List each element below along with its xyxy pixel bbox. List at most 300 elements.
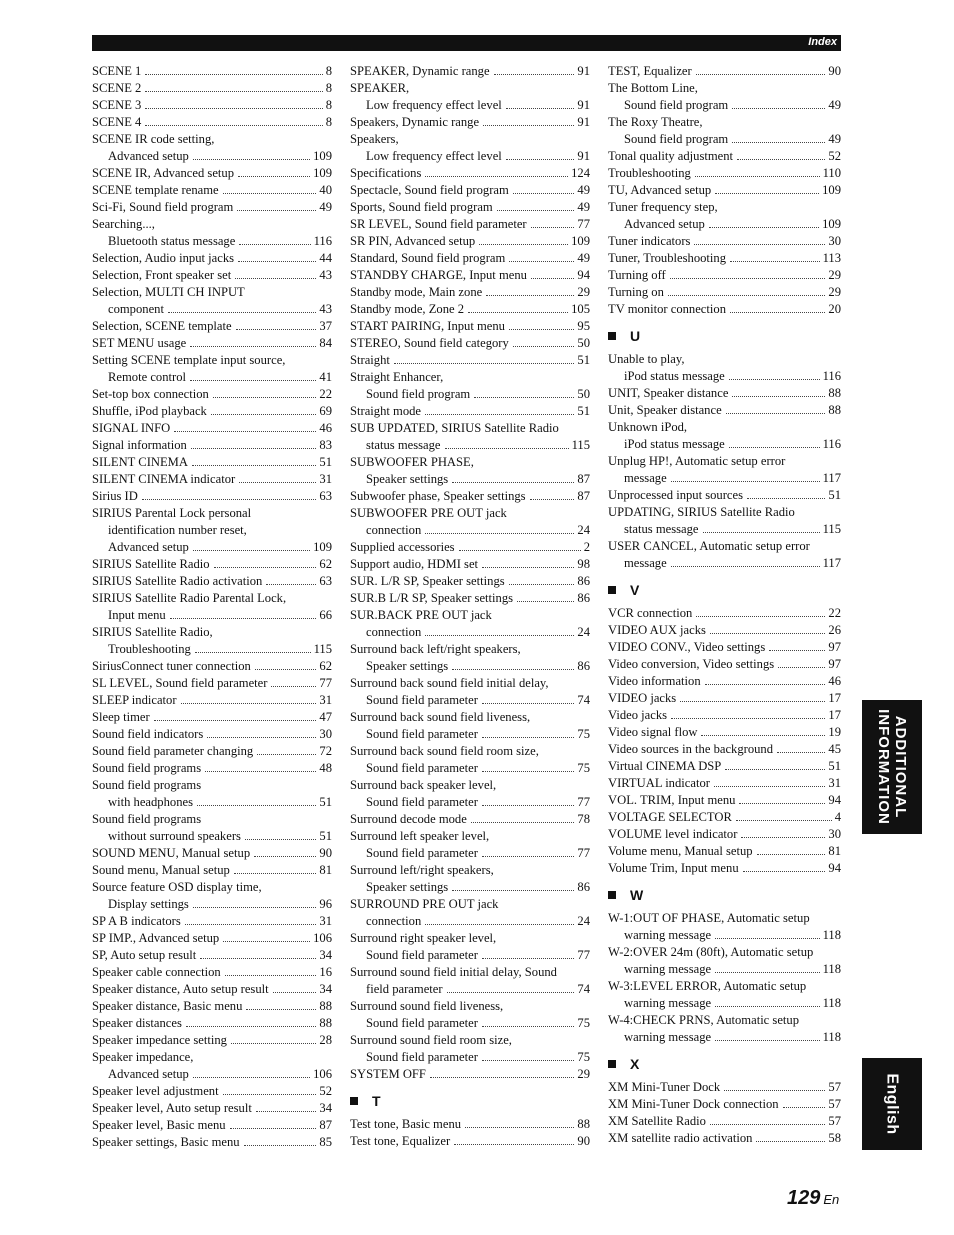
dot-leader: [468, 312, 568, 313]
index-term: field parameter: [366, 982, 443, 996]
dot-leader: [757, 854, 826, 855]
index-entry: [92, 556, 332, 573]
page-reference: 90: [828, 64, 841, 78]
index-entry: [350, 641, 590, 675]
index-term: Speaker cable connection: [92, 965, 221, 979]
dot-leader: [747, 498, 825, 499]
page-reference: 34: [319, 948, 332, 962]
index-line: [350, 216, 590, 233]
page-reference: 52: [319, 1084, 332, 1098]
square-bullet-icon: [608, 891, 616, 899]
dot-leader: [447, 992, 575, 993]
index-term: Setting SCENE template input source,: [92, 353, 286, 367]
dot-leader: [273, 992, 317, 993]
index-term: Volume menu, Manual setup: [608, 844, 753, 858]
index-entry: [350, 250, 590, 267]
square-bullet-icon: [608, 1060, 616, 1068]
dot-leader: [205, 771, 316, 772]
dot-leader: [394, 363, 575, 364]
index-entry: [92, 1134, 332, 1151]
index-entry: [92, 1083, 332, 1100]
dot-leader: [244, 1145, 317, 1146]
index-term: Surround sound field room size,: [350, 1033, 512, 1047]
index-line: [608, 843, 841, 860]
index-entry: [92, 471, 332, 488]
index-entry: [350, 335, 590, 352]
index-term: Set-top box connection: [92, 387, 209, 401]
index-term: USER CANCEL, Automatic setup error: [608, 539, 810, 553]
page-reference: 49: [319, 200, 332, 214]
index-term: Straight: [350, 353, 390, 367]
index-line: [350, 590, 590, 607]
index-line: [608, 1012, 841, 1029]
dot-leader: [715, 972, 819, 973]
index-line: [350, 964, 590, 981]
index-line: [92, 1134, 332, 1151]
page-reference: 109: [313, 149, 332, 163]
index-term: Surround sound field liveness,: [350, 999, 504, 1013]
index-term: SUB UPDATED, SIRIUS Satellite Radio: [350, 421, 559, 435]
page-reference: 43: [319, 302, 332, 316]
page-reference: 117: [822, 556, 841, 570]
dot-leader: [142, 499, 317, 500]
index-term: Virtual CINEMA DSP: [608, 759, 722, 773]
index-line: [350, 811, 590, 828]
index-term: Spectacle, Sound field program: [350, 183, 509, 197]
index-entry: [92, 777, 332, 811]
page-reference: 115: [822, 522, 841, 536]
page-reference: 88: [577, 1117, 590, 1131]
index-entry: [350, 369, 590, 403]
index-entry: [92, 862, 332, 879]
index-line: [608, 1130, 841, 1147]
index-entry: [350, 284, 590, 301]
page-reference: 94: [828, 861, 841, 875]
page-reference: 116: [822, 369, 841, 383]
page-reference: 78: [577, 812, 590, 826]
page-reference: 30: [828, 827, 841, 841]
index-line: [92, 760, 332, 777]
index-line: [608, 504, 841, 521]
index-term: SIRIUS Satellite Radio,: [92, 625, 213, 639]
index-line: [92, 879, 332, 896]
page-reference: 30: [319, 727, 332, 741]
index-line: [608, 741, 841, 758]
index-term: warning message: [624, 996, 712, 1010]
dot-leader: [730, 261, 820, 262]
dot-leader: [211, 414, 317, 415]
index-line: [92, 743, 332, 760]
page-reference: 106: [313, 1067, 332, 1081]
index-line: [350, 182, 590, 199]
section-letter: X: [630, 1055, 640, 1072]
page-reference: 77: [577, 846, 590, 860]
index-term: Sound field parameter: [366, 948, 478, 962]
index-line: [350, 522, 590, 539]
index-term: VOLUME level indicator: [608, 827, 738, 841]
dot-leader: [190, 346, 316, 347]
index-line: [92, 624, 332, 641]
dot-leader: [425, 924, 574, 925]
index-line: [608, 538, 841, 555]
index-entry: [608, 1130, 841, 1147]
index-term: Sound field parameter: [366, 761, 478, 775]
dot-leader: [193, 550, 310, 551]
index-entry: [608, 860, 841, 877]
index-line: [608, 792, 841, 809]
dot-leader: [245, 839, 316, 840]
index-entry: [92, 1049, 332, 1083]
index-term: Surround sound field initial delay, Sound: [350, 965, 557, 979]
index-term: TU, Advanced setup: [608, 183, 712, 197]
page-reference: 75: [577, 1050, 590, 1064]
dot-leader: [237, 210, 316, 211]
index-term: identification number reset,: [108, 523, 247, 537]
index-term: iPod status message: [624, 369, 725, 383]
index-line: [92, 182, 332, 199]
index-line: [350, 675, 590, 692]
index-entry: [350, 998, 590, 1032]
index-term: W-3:LEVEL ERROR, Automatic setup: [608, 979, 807, 993]
index-line: [350, 862, 590, 879]
index-term: Speaker impedance setting: [92, 1033, 227, 1047]
index-line: [92, 726, 332, 743]
index-term: VOLTAGE SELECTOR: [608, 810, 732, 824]
dot-leader: [482, 1026, 575, 1027]
index-line: [92, 1066, 332, 1083]
index-line: [350, 1133, 590, 1150]
dot-leader: [715, 1040, 819, 1041]
dot-leader: [213, 397, 317, 398]
page-reference: 22: [319, 387, 332, 401]
page-reference: 47: [319, 710, 332, 724]
page-reference: 106: [313, 931, 332, 945]
page-reference: 94: [828, 793, 841, 807]
page-reference: 41: [319, 370, 332, 384]
page-reference: 118: [822, 1030, 841, 1044]
dot-leader: [234, 873, 317, 874]
index-entry: [92, 97, 332, 114]
index-line: [92, 947, 332, 964]
index-line: [608, 1096, 841, 1113]
index-term: Video signal flow: [608, 725, 698, 739]
index-term: Sound field program: [624, 132, 729, 146]
index-line: [608, 97, 841, 114]
dot-leader: [454, 1144, 574, 1145]
page-reference: 74: [577, 693, 590, 707]
index-term: Surround back sound field room size,: [350, 744, 539, 758]
index-term: SUBWOOFER PRE OUT jack: [350, 506, 507, 520]
dot-leader: [191, 448, 317, 449]
index-line: [608, 724, 841, 741]
dot-leader: [741, 837, 825, 838]
index-entry: [92, 658, 332, 675]
index-line: [608, 368, 841, 385]
index-term: VOL. TRIM, Input menu: [608, 793, 736, 807]
index-entry: [92, 216, 332, 250]
dot-leader: [729, 447, 820, 448]
index-line: [92, 964, 332, 981]
page-reference: 51: [577, 353, 590, 367]
index-entry: [350, 828, 590, 862]
index-term: SCENE 4: [92, 115, 142, 129]
index-entry: [92, 114, 332, 131]
index-term: Sound field program: [366, 387, 471, 401]
dot-leader: [231, 1043, 316, 1044]
index-entry: [608, 504, 841, 538]
dot-leader: [236, 329, 317, 330]
index-term: Unknown iPod,: [608, 420, 688, 434]
page-reference: 43: [319, 268, 332, 282]
index-line: [92, 1015, 332, 1032]
page-reference: 17: [828, 708, 841, 722]
index-term: Surround right speaker level,: [350, 931, 497, 945]
page-reference: 115: [313, 642, 332, 656]
page-reference: 8: [325, 98, 332, 112]
page-language: En: [823, 1192, 840, 1207]
index-entry: [92, 879, 332, 913]
dot-leader: [483, 125, 574, 126]
page-reference: 48: [319, 761, 332, 775]
dot-leader: [696, 74, 826, 75]
dot-leader: [185, 924, 317, 925]
dot-leader: [696, 616, 825, 617]
index-line: [608, 402, 841, 419]
index-line: [608, 284, 841, 301]
index-line: [92, 913, 332, 930]
index-term: Speaker settings: [366, 472, 449, 486]
index-term: connection: [366, 914, 422, 928]
index-line: [350, 641, 590, 658]
index-term: Selection, Front speaker set: [92, 268, 232, 282]
page-reference: 117: [822, 471, 841, 485]
dot-leader: [530, 499, 575, 500]
page-reference: 116: [313, 234, 332, 248]
dot-leader: [739, 803, 825, 804]
index-entry: [92, 386, 332, 403]
index-entry: [92, 403, 332, 420]
dot-leader: [709, 227, 819, 228]
section-heading: [608, 886, 841, 903]
index-term: Video jacks: [608, 708, 668, 722]
index-entry: [608, 605, 841, 622]
index-line: [92, 539, 332, 556]
page-reference: 95: [577, 319, 590, 333]
index-line: [92, 1032, 332, 1049]
index-line: [608, 758, 841, 775]
index-term: Surround decode mode: [350, 812, 467, 826]
index-term: SYSTEM OFF: [350, 1067, 426, 1081]
index-term: Sound field programs: [92, 778, 202, 792]
index-term: XM Mini-Tuner Dock: [608, 1080, 721, 1094]
index-entry: [92, 726, 332, 743]
page-reference: 16: [319, 965, 332, 979]
page-reference: 26: [828, 623, 841, 637]
index-term: SR PIN, Advanced setup: [350, 234, 476, 248]
page-reference: 72: [319, 744, 332, 758]
page-reference: 88: [319, 1016, 332, 1030]
index-line: [608, 1079, 841, 1096]
index-entry: [608, 1012, 841, 1046]
index-entry: [608, 487, 841, 504]
side-tab-english: [862, 1058, 922, 1150]
index-entry: [608, 944, 841, 978]
index-line: [92, 1083, 332, 1100]
index-term: W-4:CHECK PRNS, Automatic setup: [608, 1013, 800, 1027]
index-entry: [92, 182, 332, 199]
index-term: Standby mode, Zone 2: [350, 302, 465, 316]
index-term: Sci-Fi, Sound field program: [92, 200, 234, 214]
index-term: Speaker settings: [366, 659, 449, 673]
index-term: Low frequency effect level: [366, 149, 502, 163]
index-line: [608, 605, 841, 622]
index-entry: [608, 656, 841, 673]
index-line: [350, 845, 590, 862]
index-line: [608, 656, 841, 673]
index-term: SUBWOOFER PHASE,: [350, 455, 474, 469]
index-term: Surround left speaker level,: [350, 829, 490, 843]
page-reference: 81: [319, 863, 332, 877]
index-entry: [92, 335, 332, 352]
page-reference: 51: [828, 488, 841, 502]
index-entry: [608, 843, 841, 860]
index-line: [92, 811, 332, 828]
page-reference: 29: [577, 285, 590, 299]
index-term: Troubleshooting: [108, 642, 191, 656]
dot-leader: [715, 193, 819, 194]
section-heading: [608, 1055, 841, 1072]
index-entry: [350, 454, 590, 488]
index-entry: [608, 792, 841, 809]
index-term: SOUND MENU, Manual setup: [92, 846, 251, 860]
index-entry: [350, 182, 590, 199]
page-reference: 17: [828, 691, 841, 705]
index-term: Turning off: [608, 268, 666, 282]
index-line: [350, 879, 590, 896]
section-letter: T: [372, 1092, 381, 1109]
index-line: [608, 639, 841, 656]
dot-leader: [482, 958, 575, 959]
dot-leader: [680, 701, 825, 702]
index-entry: [92, 964, 332, 981]
page-reference: 40: [319, 183, 332, 197]
page-reference: 90: [319, 846, 332, 860]
index-term: Low frequency effect level: [366, 98, 502, 112]
index-entry: [350, 80, 590, 114]
dot-leader: [214, 567, 317, 568]
index-entry: [608, 114, 841, 148]
index-entry: [608, 1096, 841, 1113]
dot-leader: [239, 482, 316, 483]
index-line: [350, 301, 590, 318]
index-entry: [608, 622, 841, 639]
page-reference: 118: [822, 928, 841, 942]
index-term: Bluetooth status message: [108, 234, 236, 248]
index-term: SILENT CINEMA indicator: [92, 472, 236, 486]
index-entry: [92, 488, 332, 505]
page-reference: 110: [822, 166, 841, 180]
index-line: [92, 692, 332, 709]
index-term: Sound field parameter: [366, 795, 478, 809]
index-entry: [350, 267, 590, 284]
index-term: status message: [366, 438, 441, 452]
dot-leader: [223, 941, 310, 942]
index-term: Speaker distances: [92, 1016, 182, 1030]
index-term: warning message: [624, 928, 712, 942]
index-line: [608, 927, 841, 944]
dot-leader: [482, 1060, 575, 1061]
index-term: Video sources in the background: [608, 742, 774, 756]
index-term: Speaker impedance,: [92, 1050, 194, 1064]
index-entry: [608, 301, 841, 318]
side-tab-line: ADDITIONAL: [892, 715, 909, 819]
index-line: [350, 1015, 590, 1032]
dot-leader: [479, 244, 568, 245]
index-term: VIDEO jacks: [608, 691, 677, 705]
index-line: [350, 913, 590, 930]
index-line: [92, 641, 332, 658]
index-term: SCENE template rename: [92, 183, 219, 197]
dot-leader: [783, 1107, 826, 1108]
index-line: [92, 658, 332, 675]
index-term: Advanced setup: [108, 540, 189, 554]
index-term: SR LEVEL, Sound field parameter: [350, 217, 527, 231]
index-line: [608, 487, 841, 504]
index-term: W-2:OVER 24m (80ft), Automatic setup: [608, 945, 814, 959]
index-term: STEREO, Sound field category: [350, 336, 509, 350]
page-reference: 98: [577, 557, 590, 571]
index-line: [92, 318, 332, 335]
index-line: [350, 488, 590, 505]
index-term: Turning on: [608, 285, 664, 299]
page-reference: 57: [828, 1080, 841, 1094]
dot-leader: [254, 856, 316, 857]
dot-leader: [506, 108, 575, 109]
page-reference: 124: [571, 166, 590, 180]
page-reference: 118: [822, 996, 841, 1010]
index-term: SET MENU usage: [92, 336, 187, 350]
index-term: Sound field parameter changing: [92, 744, 254, 758]
index-term: UPDATING, SIRIUS Satellite Radio: [608, 505, 795, 519]
index-line: [350, 63, 590, 80]
page-reference: 31: [828, 776, 841, 790]
dot-leader: [145, 125, 322, 126]
index-line: [92, 250, 332, 267]
index-term: Speaker distance, Basic menu: [92, 999, 243, 1013]
dot-leader: [230, 1128, 317, 1129]
index-term: The Bottom Line,: [608, 81, 698, 95]
index-line: [608, 182, 841, 199]
dot-leader: [186, 1026, 317, 1027]
index-line: [350, 505, 590, 522]
index-entry: [92, 267, 332, 284]
dot-leader: [729, 379, 820, 380]
dot-leader: [724, 1090, 825, 1091]
index-entry: [92, 165, 332, 182]
dot-leader: [195, 652, 311, 653]
index-entry: [350, 590, 590, 607]
dot-leader: [168, 312, 316, 313]
page-reference: 77: [577, 948, 590, 962]
dot-leader: [193, 159, 310, 160]
index-term: SCENE 3: [92, 98, 142, 112]
index-line: [608, 301, 841, 318]
index-line: [92, 335, 332, 352]
index-line: [350, 131, 590, 148]
index-term: SiriusConnect tuner connection: [92, 659, 251, 673]
index-term: Unprocessed input sources: [608, 488, 744, 502]
page-reference: 105: [571, 302, 590, 316]
